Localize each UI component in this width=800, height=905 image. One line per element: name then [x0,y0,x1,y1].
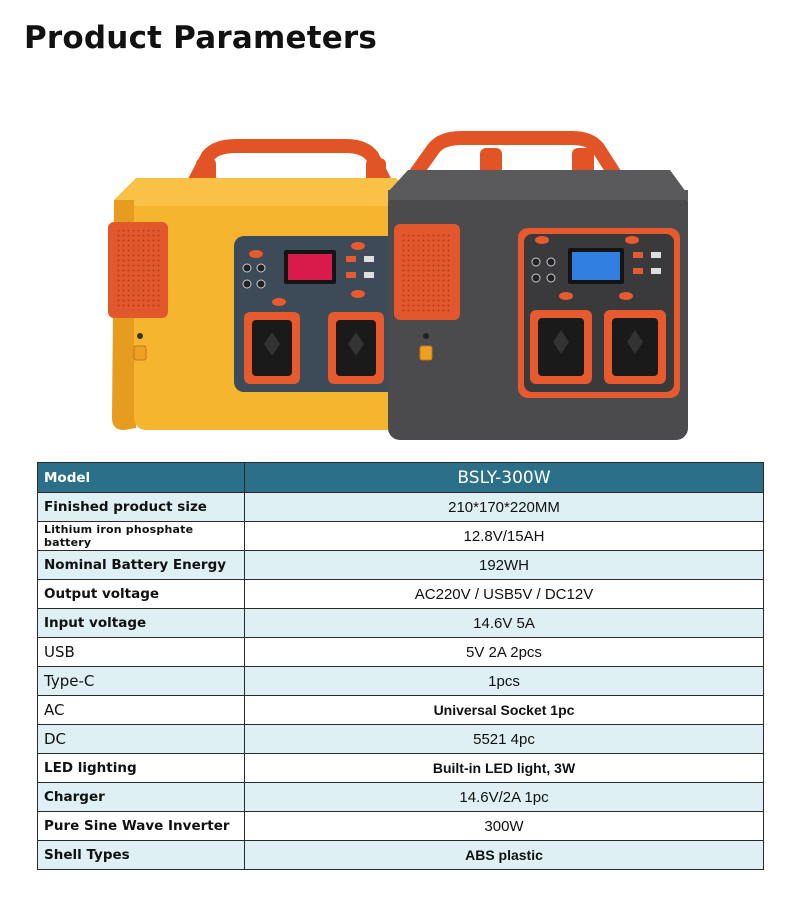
page-title: Product Parameters [24,20,378,56]
param-value: 192WH [245,551,764,580]
table-row [38,783,764,812]
param-label: Model [38,463,245,493]
param-value: 210*170*220MM [245,493,764,522]
param-label: Output voltage [38,580,245,609]
param-label: DC [38,725,245,754]
param-value: 1pcs [245,667,764,696]
param-value: 14.6V 5A [245,609,764,638]
param-label: USB [38,638,245,667]
product-photo [96,118,706,448]
gray-power-station [388,138,688,440]
param-value: 5521 4pc [245,725,764,754]
table-row [38,522,764,551]
param-value: 14.6V/2A 1pc [245,783,764,812]
param-value: Universal Socket 1pc [245,696,764,725]
table-row [38,754,764,783]
param-label: Nominal Battery Energy [38,551,245,580]
param-label: Input voltage [38,609,245,638]
table-row [38,812,764,841]
param-value: 5V 2A 2pcs [245,638,764,667]
param-label: LED lighting [38,754,245,783]
table-row [38,725,764,754]
param-label: Charger [38,783,245,812]
parameters-table [37,462,764,870]
table-row [38,667,764,696]
param-label: Type-C [38,667,245,696]
param-label: Lithium iron phosphate battery [38,522,245,551]
table-row [38,463,764,493]
yellow-power-station [108,146,416,430]
param-value: BSLY-300W [245,463,764,493]
param-value: ABS plastic [245,841,764,870]
param-label: AC [38,696,245,725]
table-row [38,841,764,870]
table-row [38,551,764,580]
param-value: Built-in LED light, 3W [245,754,764,783]
table-row [38,580,764,609]
param-value: 300W [245,812,764,841]
param-label: Shell Types [38,841,245,870]
table-row [38,493,764,522]
param-label: Pure Sine Wave Inverter [38,812,245,841]
table-row [38,609,764,638]
param-value: 12.8V/15AH [245,522,764,551]
param-label: Finished product size [38,493,245,522]
param-value: AC220V / USB5V / DC12V [245,580,764,609]
table-row [38,638,764,667]
table-row [38,696,764,725]
